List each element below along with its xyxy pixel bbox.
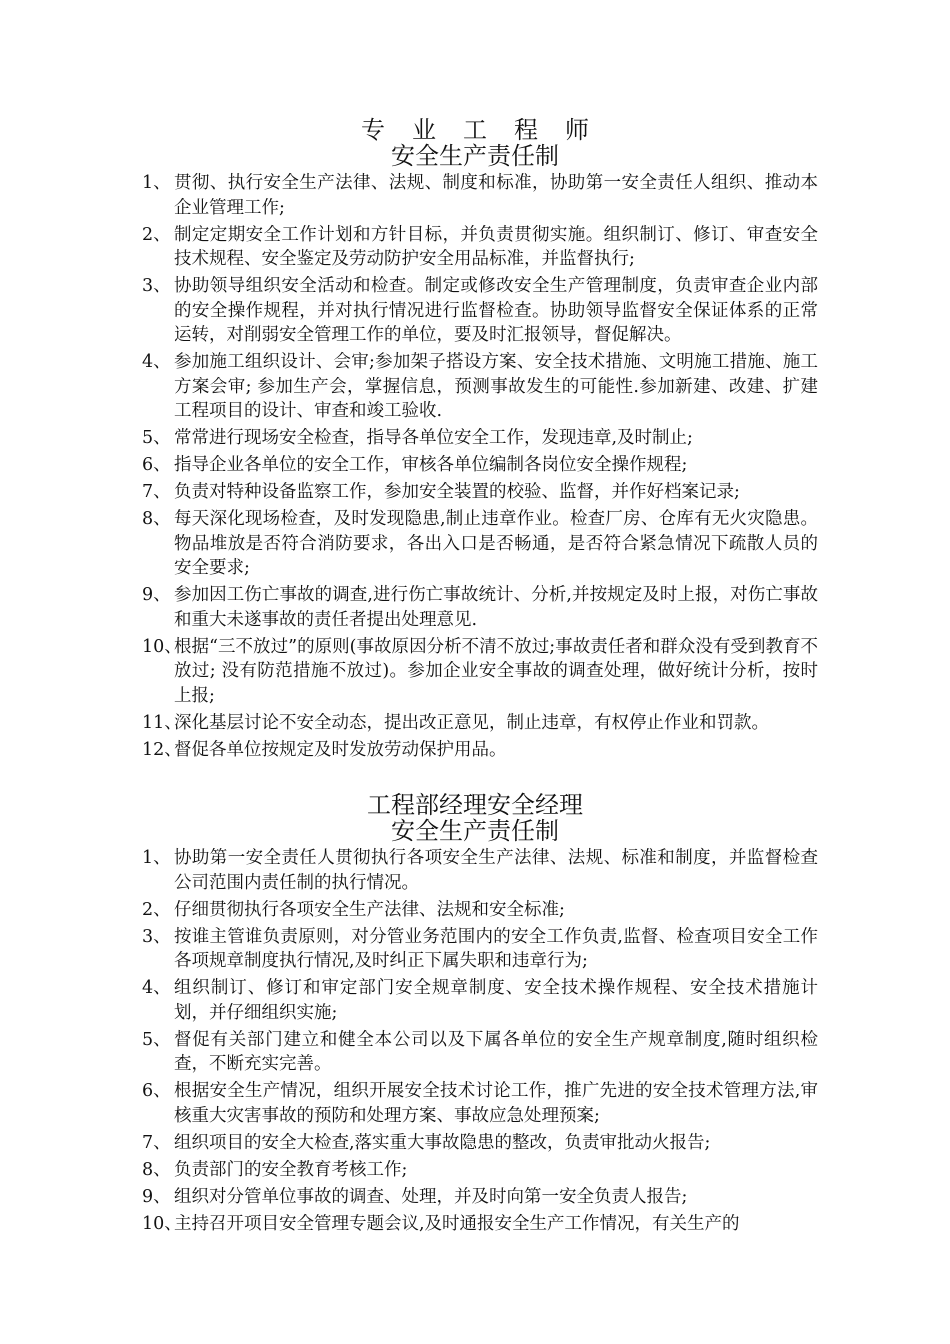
item-text: 协助领导组织安全活动和检查。制定或修改安全生产管理制度，负责审查企业内部的安全操作规程，并对执行情况进行监督检查。协助领导监督安全保证体系的正常运转，对削弱安全管理工作的单位，要及时汇报领导，督促解决。 bbox=[174, 276, 818, 345]
item-number: 2、 bbox=[142, 899, 171, 920]
item-number: 1、 bbox=[142, 173, 171, 193]
item-number: 4、 bbox=[142, 352, 171, 372]
list-item bbox=[142, 426, 818, 451]
item-text: 常常进行现场安全检查，指导各单位安全工作，发现违章,及时制止; bbox=[174, 428, 693, 448]
item-text: 按谁主管谁负责原则，对分管业务范围内的安全工作负责,监督、检查项目安全工作各项规章制度执行情况,及时纠正下属失职和违章行为; bbox=[174, 926, 818, 971]
section-professional-engineer bbox=[0, 117, 950, 765]
item-number: 10、 bbox=[142, 636, 182, 657]
item-text: 参加施工组织设计、会审;参加架子搭设方案、安全技术措施、文明施工措施、施工方案会审; 参加生产会，掌握信息，预测事故发生的可能性.参加新建、改建、扩建工程项目的设计、审查和竣工验收. bbox=[174, 352, 818, 421]
item-number: 3、 bbox=[142, 926, 171, 947]
item-text: 主持召开项目安全管理专题会议,及时通报安全生产工作情况，有关生产的 bbox=[174, 1213, 740, 1234]
item-number: 4、 bbox=[142, 978, 171, 998]
list-item bbox=[142, 507, 818, 581]
section-engineering-manager bbox=[0, 792, 950, 1239]
list-item bbox=[142, 1185, 818, 1210]
item-text: 督促有关部门建立和健全本公司以及下属各单位的安全生产规章制度,随时组织检查，不断充实完善。 bbox=[174, 1029, 818, 1074]
item-number: 8、 bbox=[142, 509, 171, 529]
list-item bbox=[142, 1158, 818, 1183]
list-item bbox=[142, 898, 818, 923]
item-number: 7、 bbox=[142, 482, 171, 502]
list-item bbox=[142, 1131, 818, 1156]
item-number: 9、 bbox=[142, 1186, 171, 1207]
list-item bbox=[142, 846, 818, 895]
item-number: 3、 bbox=[142, 276, 171, 296]
item-text: 仔细贯彻执行各项安全生产法律、法规和安全标准; bbox=[174, 899, 565, 920]
list-item bbox=[142, 583, 818, 632]
item-number: 5、 bbox=[142, 1029, 171, 1050]
item-text: 组织对分管单位事故的调查、处理，并及时向第一安全负责人报告; bbox=[174, 1186, 688, 1207]
item-number: 8、 bbox=[142, 1159, 171, 1180]
item-number: 1、 bbox=[142, 848, 171, 868]
list-item bbox=[142, 1212, 818, 1237]
list-item bbox=[142, 976, 818, 1025]
item-text: 督促各单位按规定及时发放劳动保护用品。 bbox=[174, 739, 507, 760]
item-text: 贯彻、执行安全生产法律、法规、制度和标准，协助第一安全责任人组织、推动本企业管理工作; bbox=[174, 173, 818, 218]
item-text: 组织制订、修订和审定部门安全规章制度、安全技术操作规程、安全技术措施计划，并仔细组织实施; bbox=[174, 978, 818, 1023]
item-number: 6、 bbox=[142, 1081, 171, 1101]
item-number: 5、 bbox=[142, 428, 171, 448]
item-number: 6、 bbox=[142, 455, 171, 475]
item-text: 根据安全生产情况，组织开展安全技术讨论工作，推广先进的安全技术管理方法,审核重大灾害事故的预防和处理方案、事故应急处理预案; bbox=[174, 1081, 818, 1126]
item-text: 根据“三不放过”的原则(事故原因分析不清不放过;事故责任者和群众没有受到教育不放过; 没有防范措施不放过)。参加企业安全事故的调查处理，做好统计分析，按时上报; bbox=[174, 636, 818, 706]
list-item bbox=[142, 1079, 818, 1128]
item-text: 指导企业各单位的安全工作，审核各单位编制各岗位安全操作规程; bbox=[174, 455, 688, 475]
section-title: 工程部经理安全经理 bbox=[367, 791, 583, 819]
list-item bbox=[142, 350, 818, 424]
responsibility-list bbox=[142, 171, 818, 762]
item-text: 负责对特种设备监察工作，参加安全装置的校验、监督，并作好档案记录; bbox=[174, 482, 740, 502]
section-subtitle: 安全生产责任制 bbox=[391, 142, 559, 170]
list-item bbox=[142, 274, 818, 348]
item-number: 12、 bbox=[142, 739, 182, 760]
section-subtitle: 安全生产责任制 bbox=[391, 817, 559, 845]
item-text: 参加因工伤亡事故的调查,进行伤亡事故统计、分析,并按规定及时上报，对伤亡事故和重大未遂事故的责任者提出处理意见. bbox=[174, 585, 818, 630]
item-number: 10、 bbox=[142, 1213, 182, 1234]
list-item bbox=[142, 711, 818, 736]
list-item bbox=[142, 635, 818, 709]
item-number: 2、 bbox=[142, 224, 171, 245]
list-item bbox=[142, 738, 818, 763]
list-item bbox=[142, 223, 818, 272]
list-item bbox=[142, 480, 818, 505]
list-item bbox=[142, 171, 818, 220]
item-text: 组织项目的安全大检查,落实重大事故隐患的整改，负责审批动火报告; bbox=[174, 1132, 711, 1153]
item-text: 负责部门的安全教育考核工作; bbox=[174, 1159, 408, 1180]
item-number: 7、 bbox=[142, 1132, 171, 1153]
item-number: 11、 bbox=[142, 712, 182, 733]
list-item bbox=[142, 1028, 818, 1077]
item-text: 深化基层讨论不安全动态，提出改正意见，制止违章，有权停止作业和罚款。 bbox=[174, 712, 769, 733]
responsibility-list bbox=[142, 846, 818, 1236]
item-text: 每天深化现场检查，及时发现隐患,制止违章作业。检查厂房、仓库有无火灾隐患。物品堆放是否符合消防要求，各出入口是否畅通，是否符合紧急情况下疏散人员的安全要求; bbox=[174, 509, 818, 578]
item-number: 9、 bbox=[142, 585, 171, 605]
item-text: 制定定期安全工作计划和方针目标，并负责贯彻实施。组织制订、修订、审查安全技术规程、安全鉴定及劳动防护安全用品标准，并监督执行; bbox=[174, 224, 818, 269]
item-text: 协助第一安全责任人贯彻执行各项安全生产法律、法规、标准和制度，并监督检查公司范围内责任制的执行情况。 bbox=[174, 848, 818, 893]
list-item bbox=[142, 453, 818, 478]
section-title: 专业工程师 bbox=[361, 116, 616, 144]
list-item bbox=[142, 925, 818, 974]
